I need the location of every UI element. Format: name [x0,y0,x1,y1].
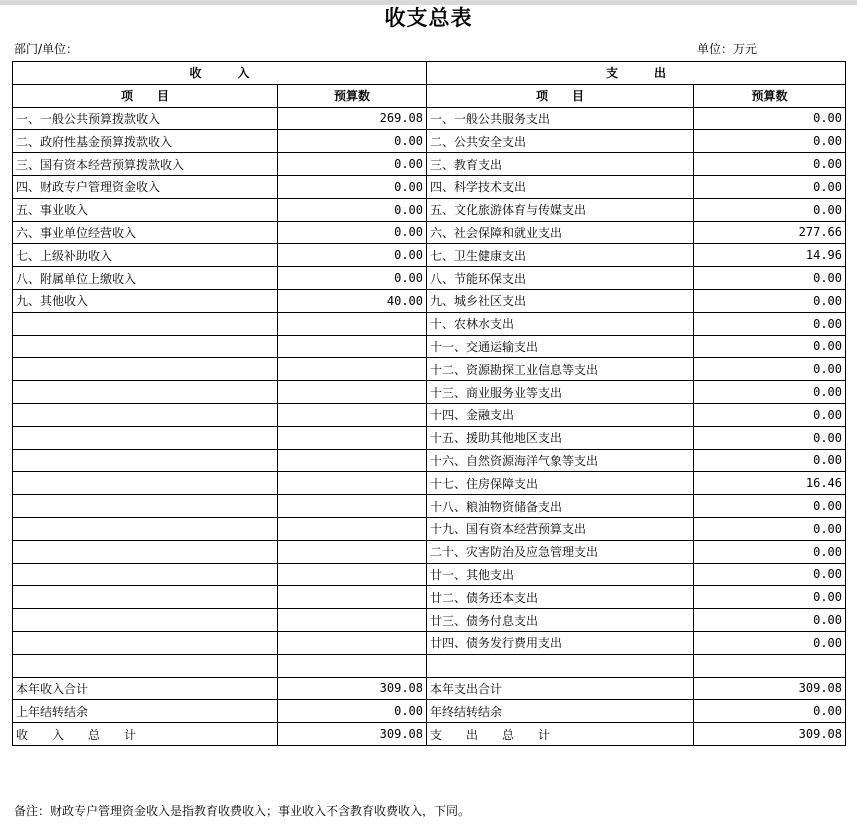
expense-value-cell: 14.96 [694,244,846,267]
income-item-cell [13,495,278,518]
expense-budget-header: 预算数 [694,84,846,107]
income-value-cell: 0.00 [278,198,427,221]
expense-item-cell: 六、社会保障和就业支出 [427,221,694,244]
income-item-cell: 二、政府性基金预算拨款收入 [13,130,278,153]
income-value-cell [278,540,427,563]
total-row [13,700,846,723]
income-item-cell: 七、上级补助收入 [13,244,278,267]
expense-value-cell: 0.00 [694,312,846,335]
blank-row [13,654,846,677]
income-value-cell [278,517,427,540]
total-income-label: 收 入 总 计 [13,723,278,746]
total-expense-value: 0.00 [694,700,846,723]
income-item-cell [13,312,278,335]
expense-value-cell: 0.00 [694,153,846,176]
expense-value-cell: 0.00 [694,198,846,221]
total-income-value: 309.08 [278,677,427,700]
expense-item-cell: 四、科学技术支出 [427,175,694,198]
total-expense-label: 年终结转结余 [427,700,694,723]
table-row [13,609,846,632]
income-item-cell [13,540,278,563]
income-value-cell [278,609,427,632]
table-row [13,472,846,495]
expense-value-cell: 0.00 [694,563,846,586]
income-value-cell [278,631,427,654]
income-item-cell: 一、一般公共预算拨款收入 [13,107,278,130]
table-row [13,358,846,381]
income-value-cell: 0.00 [278,175,427,198]
income-item-cell: 五、事业收入 [13,198,278,221]
income-value-cell [278,358,427,381]
income-value-cell: 0.00 [278,130,427,153]
total-income-value: 309.08 [278,723,427,746]
expense-value-cell: 0.00 [694,517,846,540]
expense-value-cell: 0.00 [694,289,846,312]
total-expense-value: 309.08 [694,723,846,746]
unit-label: 单位：万元 [697,42,758,56]
expense-item-cell: 一、一般公共服务支出 [427,107,694,130]
income-item-cell [13,563,278,586]
expense-value-cell: 0.00 [694,107,846,130]
blank-cell [427,654,694,677]
income-value-cell: 269.08 [278,107,427,130]
expense-value-cell: 0.00 [694,449,846,472]
income-item-header: 项 目 [13,84,278,107]
total-income-value: 0.00 [278,700,427,723]
table-row [13,153,846,176]
income-value-cell [278,449,427,472]
blank-cell [694,654,846,677]
expense-value-cell: 0.00 [694,631,846,654]
income-item-cell [13,335,278,358]
table-row [13,244,846,267]
expense-value-cell: 0.00 [694,130,846,153]
expense-item-cell: 十八、粮油物资储备支出 [427,495,694,518]
page-title: 收支总表 [384,6,473,30]
income-value-cell [278,381,427,404]
expense-item-cell: 二、公共安全支出 [427,130,694,153]
table-row [13,221,846,244]
table-row [13,540,846,563]
expense-value-cell: 0.00 [694,175,846,198]
income-item-cell: 三、国有资本经营预算拨款收入 [13,153,278,176]
expense-value-cell: 0.00 [694,426,846,449]
income-value-cell [278,563,427,586]
expense-value-cell: 0.00 [694,335,846,358]
income-item-cell [13,449,278,472]
expense-item-cell: 十二、资源勘探工业信息等支出 [427,358,694,381]
income-item-cell: 六、事业单位经营收入 [13,221,278,244]
blank-cell [278,654,427,677]
expense-item-cell: 十七、住房保障支出 [427,472,694,495]
table-row [13,449,846,472]
expense-item-cell: 廿四、债务发行费用支出 [427,631,694,654]
expense-value-cell: 0.00 [694,267,846,290]
expense-header: 支 出 [427,62,846,85]
footnote: 备注：财政专户管理资金收入是指教育收费收入；事业收入不含教育收费收入，下同。 [14,804,471,818]
expense-value-cell: 0.00 [694,540,846,563]
expense-value-cell: 0.00 [694,403,846,426]
table-row [13,289,846,312]
expense-value-cell: 0.00 [694,495,846,518]
expense-item-cell: 二十、灾害防治及应急管理支出 [427,540,694,563]
expense-item-cell: 廿一、其他支出 [427,563,694,586]
expense-item-cell: 八、节能环保支出 [427,267,694,290]
table-row [13,267,846,290]
total-expense-label: 支 出 总 计 [427,723,694,746]
expense-item-cell: 十三、商业服务业等支出 [427,381,694,404]
total-income-label: 本年收入合计 [13,677,278,700]
expense-item-header: 项 目 [427,84,694,107]
income-value-cell: 0.00 [278,153,427,176]
income-item-cell: 八、附属单位上缴收入 [13,267,278,290]
table-row [13,426,846,449]
income-item-cell [13,586,278,609]
table-row [13,175,846,198]
income-item-cell: 九、其他收入 [13,289,278,312]
income-value-cell [278,586,427,609]
table-row [13,130,846,153]
expense-item-cell: 三、教育支出 [427,153,694,176]
total-row [13,677,846,700]
income-value-cell [278,472,427,495]
expense-item-cell: 十六、自然资源海洋气象等支出 [427,449,694,472]
expense-item-cell: 五、文化旅游体育与传媒支出 [427,198,694,221]
expense-item-cell: 十九、国有资本经营预算支出 [427,517,694,540]
expense-value-cell: 16.46 [694,472,846,495]
income-budget-header: 预算数 [278,84,427,107]
expense-value-cell: 0.00 [694,609,846,632]
total-income-label: 上年结转结余 [13,700,278,723]
total-expense-value: 309.08 [694,677,846,700]
income-value-cell: 0.00 [278,267,427,290]
table-row [13,381,846,404]
blank-cell [13,654,278,677]
expense-value-cell: 0.00 [694,358,846,381]
dept-label: 部门/单位： [14,42,79,56]
expense-item-cell: 廿二、债务还本支出 [427,586,694,609]
table-row [13,312,846,335]
expense-value-cell: 0.00 [694,586,846,609]
table-row [13,198,846,221]
income-item-cell [13,609,278,632]
table-row [13,631,846,654]
expense-item-cell: 十四、金融支出 [427,403,694,426]
header-row-sections [13,62,846,85]
income-item-cell [13,631,278,654]
table-row [13,517,846,540]
income-value-cell: 0.00 [278,221,427,244]
income-value-cell: 0.00 [278,244,427,267]
expense-item-cell: 十五、援助其他地区支出 [427,426,694,449]
table-row [13,107,846,130]
budget-table [12,61,846,746]
income-item-cell [13,426,278,449]
income-item-cell [13,517,278,540]
table-row [13,403,846,426]
income-item-cell [13,358,278,381]
expense-item-cell: 廿三、债务付息支出 [427,609,694,632]
expense-value-cell: 0.00 [694,381,846,404]
income-value-cell [278,312,427,335]
income-item-cell [13,381,278,404]
table-row [13,563,846,586]
income-value-cell [278,335,427,358]
income-value-cell: 40.00 [278,289,427,312]
total-expense-label: 本年支出合计 [427,677,694,700]
header-row-columns [13,84,846,107]
expense-item-cell: 九、城乡社区支出 [427,289,694,312]
table-row [13,335,846,358]
income-item-cell: 四、财政专户管理资金收入 [13,175,278,198]
expense-item-cell: 十一、交通运输支出 [427,335,694,358]
income-value-cell [278,495,427,518]
expense-item-cell: 七、卫生健康支出 [427,244,694,267]
income-item-cell [13,403,278,426]
expense-item-cell: 十、农林水支出 [427,312,694,335]
income-item-cell [13,472,278,495]
total-row [13,723,846,746]
table-row [13,495,846,518]
income-value-cell [278,403,427,426]
income-header: 收 入 [13,62,427,85]
expense-value-cell: 277.66 [694,221,846,244]
income-value-cell [278,426,427,449]
table-row [13,586,846,609]
